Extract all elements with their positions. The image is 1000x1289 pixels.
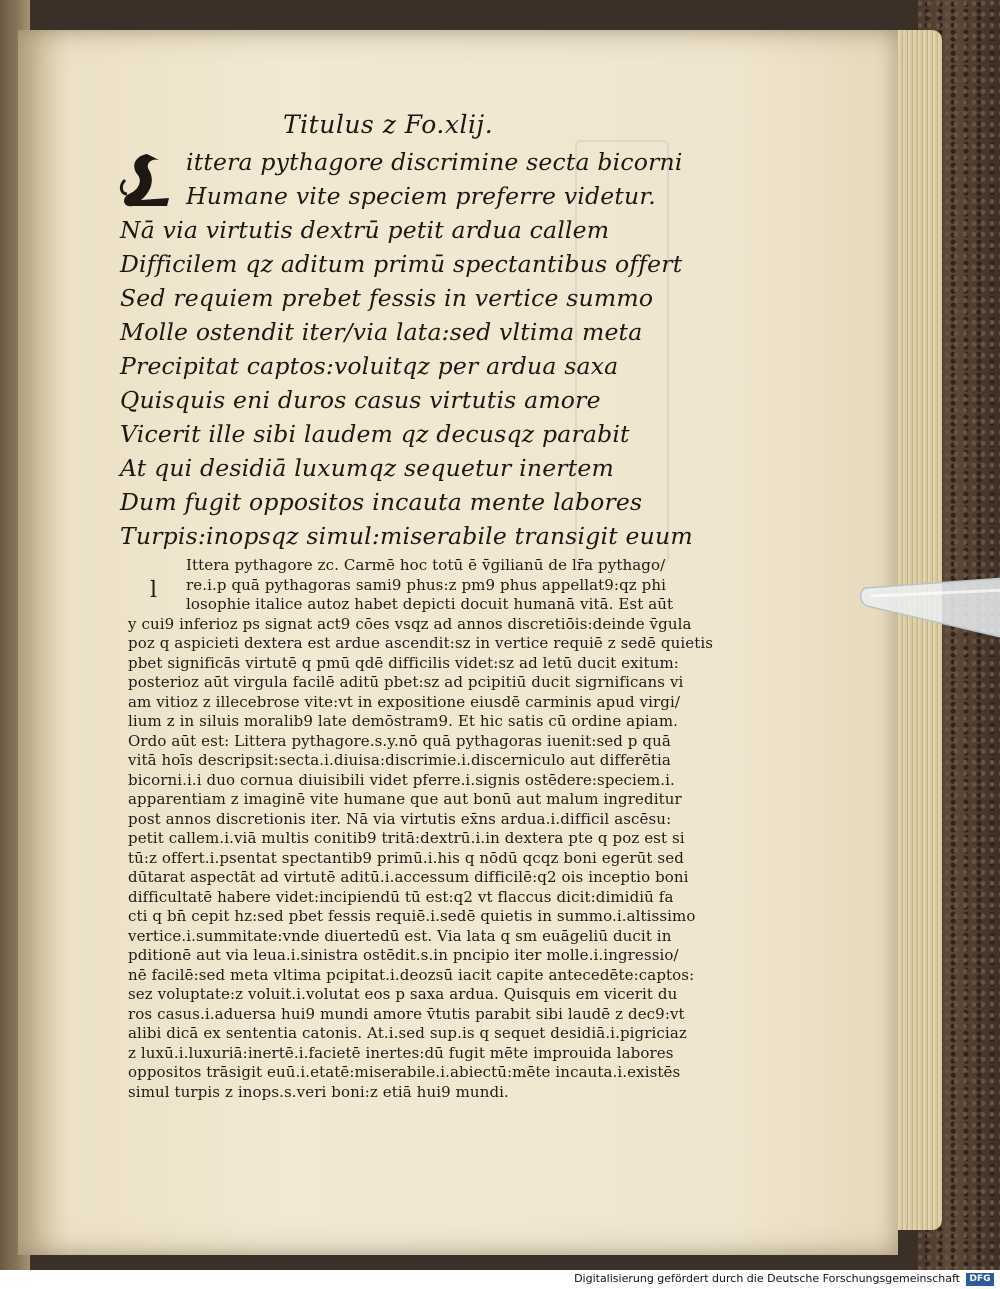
verse-line: ittera pythagore discrimine secta bicorni xyxy=(186,148,683,176)
verse-line: Molle ostendit iter/via lata:sed vltima meta xyxy=(120,318,643,346)
verse-line: Nā via virtutis dextrū petit ardua callem xyxy=(120,216,610,244)
verse-line: Precipitat captos:voluitqz per ardua saxa xyxy=(120,352,619,380)
verse-line: Vicerit ille sibi laudem qz decusqz parabit xyxy=(120,420,630,448)
commentary-line: poz q aspicieti dextera est ardue ascendit:sz in vertice requiē z sedē quietis xyxy=(128,634,714,652)
commentary-line: simul turpis z inops.s.veri boni:z etiā hui9 mundi. xyxy=(128,1082,509,1101)
commentary-initial: l xyxy=(150,578,158,603)
commentary-line: bicorni.i.i duo cornua diuisibili videt pferre.i.signis ostēdere:speciem.i. xyxy=(128,770,675,789)
commentary-line: cti q bn̄ cepit hz:sed pbet fessis requiē.i.sedē quietis in summo.i.altissimo xyxy=(128,907,696,925)
commentary-line: vertice.i.summitate:vnde diuertedū est. Via lata q sm euāgeliū ducit in xyxy=(128,926,672,945)
commentary-line: apparentiam z imaginē vite humane que aut bonū aut malum ingreditur xyxy=(128,790,682,808)
commentary-line: nē facilē:sed meta vltima pcipitat.i.deozsū iacit capite antecedēte:captos: xyxy=(128,965,695,984)
commentary-line: pbet significās virtutē q pmū qdē difficilis videt:sz ad letū ducit exitum: xyxy=(128,653,679,672)
commentary-line: losophie italice autoz habet depicti docuit humanā vitā. Est aūt xyxy=(186,595,674,613)
verse-line: At qui desidiā luxumqz sequetur inertem xyxy=(120,454,614,482)
verse-line: Humane vite speciem preferre videtur. xyxy=(186,182,656,210)
funding-notice: Digitalisierung gefördert durch die Deutsche Forschungsgemeinschaft xyxy=(574,1272,960,1285)
commentary-line: post annos discretionis iter. Nā via virtutis ex̄ns ardua.i.difficil ascēsu: xyxy=(128,809,672,828)
commentary-block xyxy=(128,556,714,1102)
commentary-line: Ordo aūt est: Littera pythagore.s.y.nō quā pythagoras iuenit:sed p quā xyxy=(128,731,671,750)
commentary-line: dūtarat aspectāt ad virtutē aditū.i.accessum difficilē:q2 ois inceptio boni xyxy=(128,868,689,886)
commentary-line: pditionē aut via leua.i.sinistra ostēdit.s.in pncipio iter molle.i.ingressio/ xyxy=(128,946,679,964)
commentary-line: y cui9 inferioz ps signat act9 cōes vsqz ad annos discretiōis:deinde v̄gula xyxy=(128,614,692,633)
commentary-line: posterioz aūt virgula facilē aditū pbet:sz ad pcipitiū ducit sigrnificans vi xyxy=(128,673,684,691)
page-weight-pointer xyxy=(855,568,1000,638)
verse-line: Quisquis eni duros casus virtutis amore xyxy=(120,386,601,414)
commentary-line: difficultatē habere videt:incipiendū tū est:q2 vt flaccus dicit:dimidiū fa xyxy=(128,887,674,906)
verse-line: Dum fugit oppositos incauta mente labores xyxy=(120,488,643,516)
commentary-line: sez voluptate:z voluit.i.volutat eos p saxa ardua. Quisquis em vicerit du xyxy=(128,985,678,1003)
commentary-line: re.i.p quā pythagoras sami9 phus:z pm9 phus appellat9:qz phi xyxy=(186,575,667,594)
verse-block xyxy=(120,145,693,553)
commentary-line: am vitioz z illecebrose vite:vt in expositione eiusdē carminis apud virgi/ xyxy=(128,692,681,711)
verse-line: Sed requiem prebet fessis in vertice summo xyxy=(120,284,654,312)
verse-line: Difficilem qz aditum primū spectantibus offert xyxy=(120,250,683,278)
footer-bar xyxy=(0,1270,1000,1289)
commentary-line: Ittera pythagore zc. Carmē hoc totū ē v̄gilianū de lr̄a pythago/ xyxy=(186,556,666,574)
commentary-line: oppositos trāsigit euū.i.etatē:miserabile.i.abiectū:mēte incauta.i.existēs xyxy=(128,1063,681,1081)
page-heading: Titulus z Fo.xlij. xyxy=(283,110,494,139)
commentary-line: petit callem.i.viā multis conitib9 tritā:dextrū.i.in dextera pte q poz est si xyxy=(128,829,685,847)
commentary-line: tū:z offert.i.psentat spectantib9 primū.i.his q nōdū qcqz boni egerūt sed xyxy=(128,848,684,867)
verse-line: Turpis:inopsqz simul:miserabile transigit euum xyxy=(120,522,693,550)
commentary-line: alibi dicā ex sententia catonis. At.i.sed sup.is q sequet desidiā.i.pigriciaz xyxy=(128,1024,687,1042)
commentary-line: lium z in siluis moralib9 late demōstram9. Et hic satis cū ordine apiam. xyxy=(128,712,679,730)
commentary-line: z luxū.i.luxuriā:inertē.i.facietē inertes:dū fugit mēte improuida labores xyxy=(128,1043,674,1062)
commentary-line: ros casus.i.aduersa hui9 mundi amore v̄tutis parabit sibi laudē z dec9:vt xyxy=(128,1004,685,1023)
dfg-logo: DFG xyxy=(966,1273,994,1286)
commentary-line: vitā hoīs descripsit:secta.i.diuisa:discrimie.i.discerniculo aut differētia xyxy=(128,751,671,769)
